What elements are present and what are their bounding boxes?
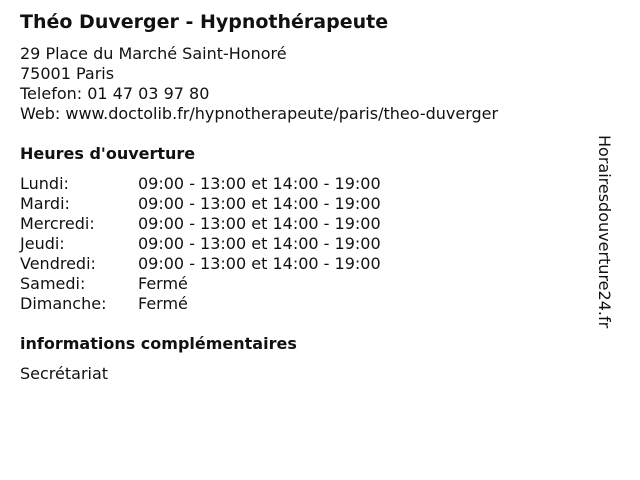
business-title: Théo Duverger - Hypnothérapeute [20, 11, 389, 33]
hours-day: Samedi: [20, 274, 86, 293]
hours-time: 09:00 - 13:00 et 14:00 - 19:00 [138, 214, 381, 233]
hours-day: Mercredi: [20, 214, 95, 233]
hours-time: Fermé [138, 294, 188, 313]
site-watermark-text: Horairesdouverture24.fr [595, 135, 614, 329]
site-watermark [595, 135, 636, 371]
address-street: 29 Place du Marché Saint-Honoré [20, 44, 287, 63]
website: Web: www.doctolib.fr/hypnotherapeute/paris/theo-duverger [20, 104, 499, 123]
additional-info-text: Secrétariat [20, 364, 109, 383]
hours-time: 09:00 - 13:00 et 14:00 - 19:00 [138, 174, 381, 193]
hours-time: 09:00 - 13:00 et 14:00 - 19:00 [138, 194, 381, 213]
hours-time: 09:00 - 13:00 et 14:00 - 19:00 [138, 254, 381, 273]
address-city: 75001 Paris [20, 64, 115, 83]
hours-day: Mardi: [20, 194, 70, 213]
contact-block [20, 44, 498, 124]
hours-day: Dimanche: [20, 294, 107, 313]
phone-number: Telefon: 01 47 03 97 80 [20, 84, 210, 103]
hours-time: Fermé [138, 274, 188, 293]
opening-hours-heading: Heures d'ouverture [20, 144, 196, 163]
hours-day: Vendredi: [20, 254, 96, 273]
hours-day: Lundi: [20, 174, 69, 193]
hours-time: 09:00 - 13:00 et 14:00 - 19:00 [138, 234, 381, 253]
hours-day: Jeudi: [20, 234, 65, 253]
additional-info-heading: informations complémentaires [20, 334, 297, 353]
